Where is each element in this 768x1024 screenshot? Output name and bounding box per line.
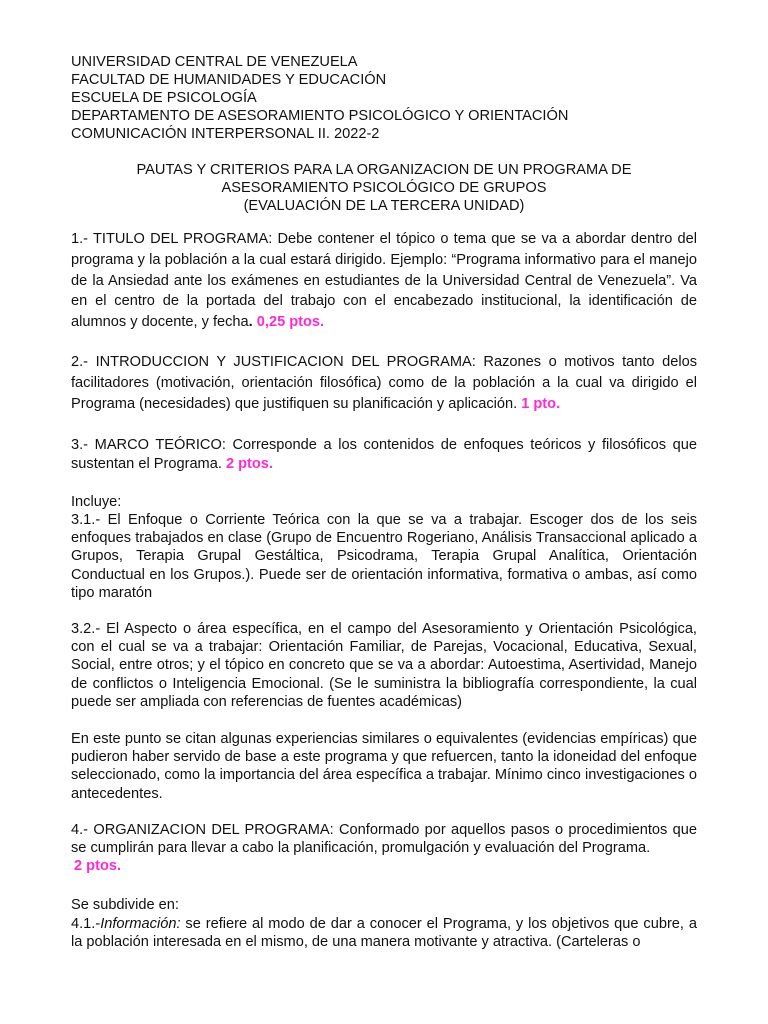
section-3-evidence-text: En este punto se citan algunas experiencias similares o equivalentes (evidencias empíricas) que pudieron haber servido de base a este programa y que refuercen, tanto la idoneidad del enfoque seleccionado, como la importancia del área específica a trabajar. Mínimo cinco investigaciones o antecedentes. bbox=[71, 731, 697, 802]
section-3-points: 2 ptos. bbox=[221, 455, 273, 472]
section-1-period: . bbox=[248, 314, 253, 331]
header-course: COMUNICACIÓN INTERPERSONAL II. 2022-2 bbox=[71, 126, 380, 142]
title-line-2: ASESORAMIENTO PSICOLÓGICO DE GRUPOS bbox=[221, 180, 547, 196]
section-3-2-text: 3.2.- El Aspecto o área específica, en el campo del Asesoramiento y Orientación Psicológica, con el cual se va a trabajar: Orientación Familiar, de Parejas, Vocacional, Educativa, Sexual, Social, entre otros; y el tópico en concreto que se va a abordar: Autoestima, Asertividad, Manejo de conflictos o Inteligencia Emocional. (Se le suministra la bibliografía correspondiente, la cual puede ser ampliada con referencias de fuentes académicas) bbox=[71, 621, 697, 710]
header-school: ESCUELA DE PSICOLOGÍA bbox=[71, 90, 257, 106]
section-4-points: 2 ptos. bbox=[74, 858, 122, 875]
document-page bbox=[71, 53, 697, 951]
section-3-marco-teorico bbox=[71, 436, 697, 472]
section-4-1-informacion bbox=[71, 896, 697, 951]
section-2-introduccion bbox=[71, 352, 697, 414]
section-4-subdivide-label: Se subdivide en: bbox=[71, 897, 179, 914]
section-4-1-text: se refiere al modo de dar a conocer el Programa, y los objetivos que cubre, a la población interesada en el mismo, de una manera motivante y atractiva. (Carteleras o bbox=[71, 915, 697, 950]
section-3-2-aspecto bbox=[71, 620, 697, 711]
section-4-organizacion bbox=[71, 821, 697, 876]
section-1-text: 1.- TITULO DEL PROGRAMA: Debe contener el tópico o tema que se va a abordar dentro del programa y la población a la cual estará dirigido. Ejemplo: “Programa informativo para el manejo de la Ansiedad ante los exámenes en estudiantes de la Universidad Central de Venezuela”. Va en el centro de la portada del trabajo con el encabezado institucional, la identificación de alumnos y docente, y fecha bbox=[71, 231, 697, 331]
section-1-points: 0,25 ptos. bbox=[252, 314, 325, 331]
title-line-1: PAUTAS Y CRITERIOS PARA LA ORGANIZACION DE UN PROGRAMA DE bbox=[136, 162, 632, 178]
section-2-text: 2.- INTRODUCCION Y JUSTIFICACION DEL PROGRAMA: Razones o motivos tanto delos facilitadores (motivación, orientación filosófica) como de la población a la cual va dirigido el Programa (necesidades) que justifiquen su planificación y aplicación. bbox=[71, 353, 697, 412]
header-department: DEPARTAMENTO DE ASESORAMIENTO PSICOLÓGICO Y ORIENTACIÓN bbox=[71, 108, 569, 124]
section-4-points-line bbox=[71, 857, 697, 875]
section-4-text: 4.- ORGANIZACION DEL PROGRAMA: Conformado por aquellos pasos o procedimientos que se cumplirán para llevar a cabo la planificación, promulgación y evaluación del Programa. bbox=[71, 821, 697, 857]
title-line-3: (EVALUACIÓN DE LA TERCERA UNIDAD) bbox=[243, 198, 525, 214]
section-4-1-prefix: 4.1.- bbox=[71, 915, 101, 932]
header-university: UNIVERSIDAD CENTRAL DE VENEZUELA bbox=[71, 54, 358, 70]
document-title bbox=[71, 161, 697, 215]
institutional-header bbox=[71, 53, 697, 143]
section-4-1-italic-term: Información: bbox=[100, 915, 181, 932]
section-3-1-enfoque bbox=[71, 493, 697, 602]
section-3-evidencias bbox=[71, 730, 697, 803]
header-faculty: FACULTAD DE HUMANIDADES Y EDUCACIÓN bbox=[71, 72, 387, 88]
section-3-includes-label: Incluye: bbox=[71, 493, 122, 510]
section-2-points: 1 pto. bbox=[517, 395, 561, 412]
section-1-titulo bbox=[71, 229, 697, 333]
section-3-1-text: 3.1.- El Enfoque o Corriente Teórica con la que se va a trabajar. Escoger dos de los seis enfoques trabajados en clase (Grupo de Encuentro Rogeriano, Análisis Transaccional aplicado a Grupos, Terapia Grupal Gestáltica, Psicodrama, Terapia Grupal Analítica, Orientación Conductual en los Grupos.). Puede ser de orientación informativa, formativa o ambas, así como tipo maratón bbox=[71, 511, 697, 601]
section-3-text: 3.- MARCO TEÓRICO: Corresponde a los contenidos de enfoques teóricos y filosóficos que sustentan el Programa. bbox=[71, 437, 697, 472]
